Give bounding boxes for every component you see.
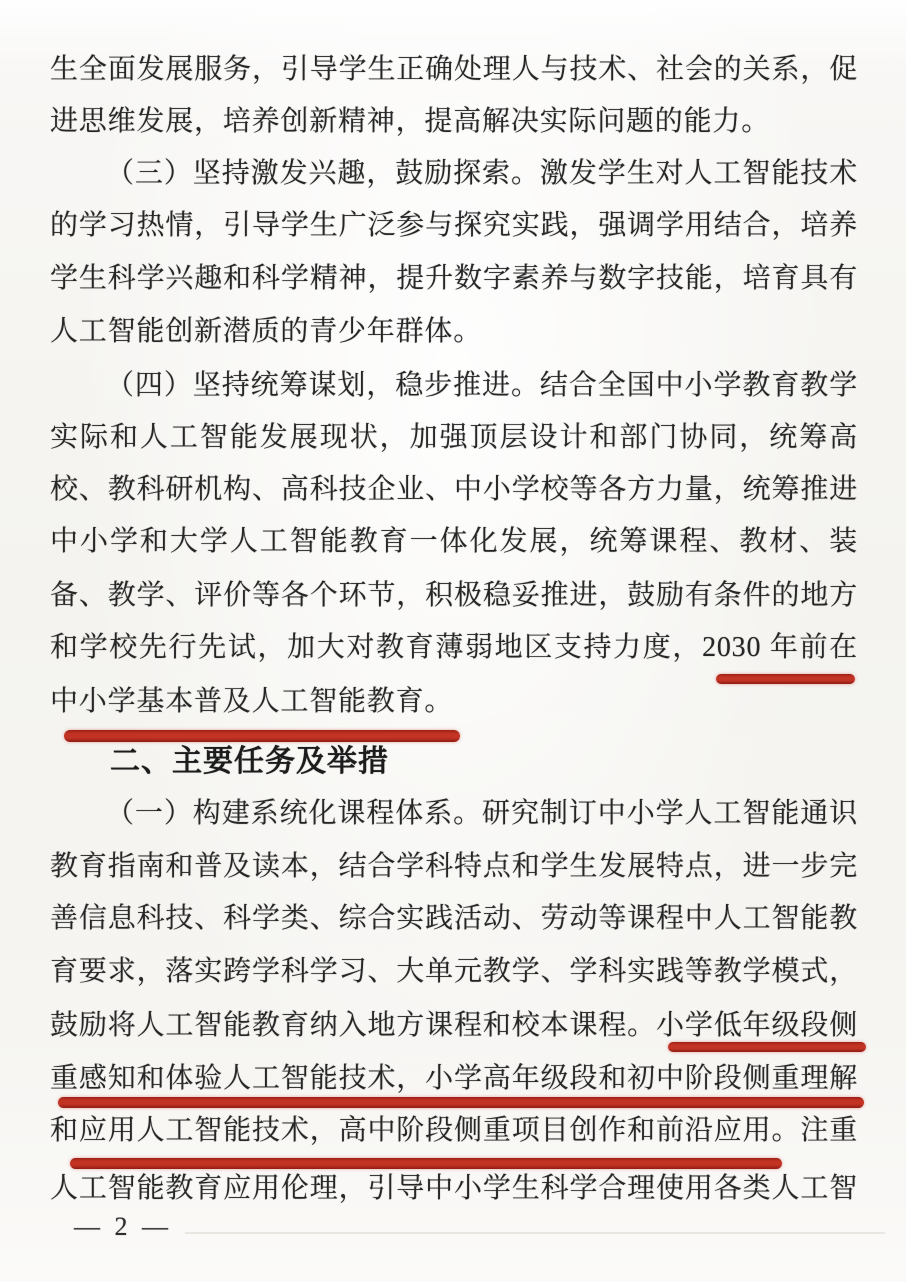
page-number: — 2 —: [74, 1212, 172, 1241]
red-underline: [668, 1042, 866, 1052]
text-line: 人工智能教育应用伦理，引导中小学生科学合理使用各类人工智: [50, 1173, 858, 1204]
text-line: 鼓励将人工智能教育纳入地方课程和校本课程。小学低年级段侧: [50, 1010, 858, 1041]
text-line: （一）构建系统化课程体系。研究制订中小学人工智能通识: [106, 798, 858, 829]
text-line: 重感知和体验人工智能技术，小学高年级段和初中阶段侧重理解: [50, 1063, 858, 1094]
text-line: 的学习热情，引导学生广泛参与探究实践，强调学用结合，培养: [50, 210, 858, 241]
red-underline: [64, 730, 460, 742]
text-line: 和应用人工智能技术，高中阶段侧重项目创作和前沿应用。注重: [50, 1115, 858, 1146]
text-line: 育要求，落实跨学科学习、大单元教学、学科实践等教学模式，: [50, 956, 858, 987]
text-line: 校、教科研机构、高科技企业、中小学校等各方力量，统筹推进: [50, 474, 858, 505]
text-line: （三）坚持激发兴趣，鼓励探索。激发学生对人工智能技术: [106, 158, 858, 189]
text-line: 中小学基本普及人工智能教育。: [50, 686, 454, 717]
text-line: 教育指南和普及读本，结合学科特点和学生发展特点，进一步完: [50, 851, 858, 882]
red-underline: [58, 1097, 864, 1108]
text-line: 备、教学、评价等各个环节，积极稳妥推进，鼓励有条件的地方: [50, 580, 858, 611]
red-underline: [716, 674, 855, 684]
text-line: 生全面发展服务，引导学生正确处理人与技术、社会的关系，促: [50, 54, 858, 85]
text-line: 中小学和大学人工智能教育一体化发展，统筹课程、教材、装: [50, 526, 858, 557]
text-line: 和学校先行先试，加大对教育薄弱地区支持力度，2030 年前在: [50, 632, 858, 663]
text-line: 学生科学兴趣和科学精神，提升数字素养与数字技能，培育具有: [50, 263, 858, 294]
red-underline: [70, 1158, 782, 1169]
text-line: 实际和人工智能发展现状，加强顶层设计和部门协同，统筹高: [50, 422, 858, 453]
text-line: 人工智能创新潜质的青少年群体。: [50, 316, 483, 347]
scan-artifact-line: [185, 1232, 885, 1234]
text-line: 善信息科技、科学类、综合实践活动、劳动等课程中人工智能教: [50, 903, 858, 934]
section-heading: 二、主要任务及举措: [110, 745, 389, 778]
text-line: （四）坚持统筹谋划，稳步推进。结合全国中小学教育教学: [106, 370, 858, 401]
text-line: 进思维发展，培养创新精神，提高解决实际问题的能力。: [50, 106, 771, 137]
